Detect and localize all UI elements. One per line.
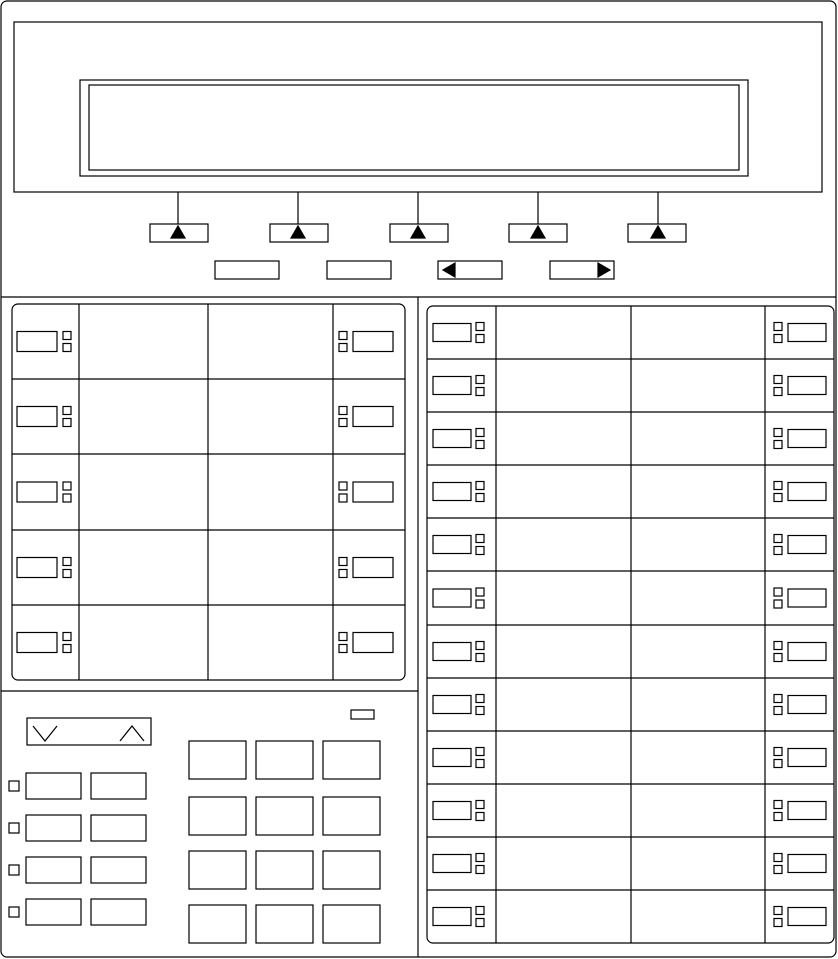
right-lamp [476,654,484,662]
feature-lamp [9,781,19,791]
right-lamp [476,335,484,343]
feature-key-left[interactable] [26,857,81,883]
right-line-key-right[interactable] [788,536,826,554]
right-lamp [476,600,484,608]
right-lamp [774,482,782,490]
right-lamp [774,748,782,756]
feature-lamp [9,907,19,917]
right-line-key-left[interactable] [433,324,471,342]
right-row [433,535,826,555]
feature-lamp [9,865,19,875]
left-lamp [339,407,347,415]
keypad-key[interactable] [323,797,380,835]
nav-keys [215,261,614,279]
right-lamp [476,907,484,915]
right-line-key-left[interactable] [433,696,471,714]
right-line-key-left[interactable] [433,749,471,767]
right-arrow-icon [598,263,610,277]
right-row [433,801,826,821]
left-line-key-left[interactable] [17,633,57,653]
right-row [433,907,826,927]
right-lamp [476,441,484,449]
right-row [433,695,826,715]
left-row [17,633,393,653]
right-line-key-left[interactable] [433,643,471,661]
chevron-up-icon [120,726,144,741]
left-line-key-right[interactable] [353,558,393,578]
nav-key-right[interactable] [550,261,614,279]
left-lamp [63,570,71,578]
right-lamp [476,642,484,650]
left-lamp [339,558,347,566]
right-lamp [774,600,782,608]
right-line-key-left[interactable] [433,855,471,873]
right-lamp [774,441,782,449]
right-lamp [476,482,484,490]
right-line-key-right[interactable] [788,377,826,395]
right-line-key-left[interactable] [433,377,471,395]
right-lamp [476,388,484,396]
left-row [17,558,393,578]
left-lamp [339,633,347,641]
softkey-4[interactable] [509,192,567,242]
right-lamp [774,335,782,343]
right-line-key-right[interactable] [788,908,826,926]
feature-key-right[interactable] [91,899,146,925]
up-triangle-icon [171,226,185,238]
right-lamp [774,654,782,662]
left-lamp [63,482,71,490]
right-lamp [476,429,484,437]
dial-keypad [189,741,380,943]
right-lamp [774,760,782,768]
left-row [17,332,393,352]
feature-key-left[interactable] [26,773,81,799]
right-lamp [774,866,782,874]
right-line-key-left[interactable] [433,430,471,448]
left-lamp [339,570,347,578]
right-lamp [774,854,782,862]
chevron-down-icon [33,726,57,741]
keypad-key[interactable] [256,851,313,889]
left-lamp [339,645,347,653]
feature-lamp [9,823,19,833]
display-bezel [80,80,748,176]
feature-key-left[interactable] [26,899,81,925]
volume-control[interactable] [27,718,151,745]
nav-key-2[interactable] [327,261,391,279]
right-line-key-right[interactable] [788,643,826,661]
right-lamp [774,801,782,809]
keypad-key[interactable] [189,905,246,943]
right-row [433,429,826,449]
right-lamp [476,813,484,821]
keypad-key[interactable] [256,797,313,835]
keypad-key[interactable] [189,741,246,779]
left-row [17,407,393,427]
nav-key-left[interactable] [438,261,502,279]
left-lamp [63,645,71,653]
left-lamp [63,558,71,566]
right-row [433,748,826,768]
left-line-key-left[interactable] [17,407,57,427]
right-lamp [476,535,484,543]
right-line-key-right[interactable] [788,855,826,873]
softkey-3[interactable] [390,192,448,242]
right-lamp [476,919,484,927]
right-line-key-right[interactable] [788,749,826,767]
right-lamp [476,376,484,384]
softkey-1[interactable] [150,192,208,242]
right-line-key-left[interactable] [433,589,471,607]
up-triangle-icon [291,226,305,238]
softkey-2[interactable] [270,192,328,242]
right-line-key-right[interactable] [788,589,826,607]
keypad-key[interactable] [256,905,313,943]
left-lamp [63,419,71,427]
left-line-key-right[interactable] [353,407,393,427]
right-lamp [774,494,782,502]
feature-key-right[interactable] [91,857,146,883]
right-line-key-right[interactable] [788,696,826,714]
right-line-key-left[interactable] [433,483,471,501]
right-lamp [476,695,484,703]
control-panel [9,710,380,943]
left-lamp [339,419,347,427]
left-arrow-icon [443,263,455,277]
right-button-grid [427,306,834,943]
right-lamp [774,388,782,396]
keypad-key[interactable] [189,851,246,889]
right-row [433,482,826,502]
right-row [433,642,826,662]
right-line-key-left[interactable] [433,802,471,820]
left-line-key-left[interactable] [17,558,57,578]
keypad-key[interactable] [323,741,380,779]
left-lamp [63,344,71,352]
left-line-key-right[interactable] [353,332,393,352]
left-lamp [63,332,71,340]
right-lamp [774,376,782,384]
right-lamp [476,494,484,502]
display-softkeys [150,192,686,242]
indicator-lamp [351,710,374,719]
left-row [17,482,393,502]
left-lamp [339,344,347,352]
left-lamp [339,494,347,502]
left-line-key-left[interactable] [17,482,57,502]
right-lamp [774,588,782,596]
feature-keys [9,773,146,925]
right-row [433,323,826,343]
display-screen [89,85,739,170]
right-line-key-right[interactable] [788,430,826,448]
right-row [433,854,826,874]
keypad-key[interactable] [323,905,380,943]
right-line-key-left[interactable] [433,908,471,926]
right-line-key-left[interactable] [433,536,471,554]
keypad-key[interactable] [323,851,380,889]
left-lamp [339,332,347,340]
left-lamp [63,494,71,502]
right-lamp [774,535,782,543]
left-lamp [63,633,71,641]
left-line-key-right[interactable] [353,633,393,653]
left-lamp [63,407,71,415]
right-lamp [774,429,782,437]
right-lamp [476,547,484,555]
right-lamp [476,588,484,596]
right-lamp [774,707,782,715]
right-lamp [774,642,782,650]
right-lamp [774,547,782,555]
nav-key-1[interactable] [215,261,279,279]
feature-key-right[interactable] [91,773,146,799]
right-row [433,588,826,608]
left-button-grid [12,304,405,680]
right-lamp [774,813,782,821]
display-housing [14,22,822,192]
up-triangle-icon [531,226,545,238]
feature-key-right[interactable] [91,815,146,841]
feature-key-left[interactable] [26,815,81,841]
keypad-key[interactable] [189,797,246,835]
up-triangle-icon [411,226,425,238]
right-line-key-right[interactable] [788,802,826,820]
right-lamp [476,748,484,756]
left-lamp [339,482,347,490]
right-lamp [476,323,484,331]
right-lamp [774,919,782,927]
right-lamp [476,801,484,809]
right-lamp [476,866,484,874]
right-row [433,376,826,396]
up-triangle-icon [651,226,665,238]
right-line-key-right[interactable] [788,324,826,342]
right-lamp [774,323,782,331]
keypad-key[interactable] [256,741,313,779]
left-line-key-right[interactable] [353,482,393,502]
right-lamp [476,854,484,862]
softkey-5[interactable] [628,192,686,242]
right-line-key-right[interactable] [788,483,826,501]
right-lamp [476,760,484,768]
right-lamp [476,707,484,715]
left-line-key-left[interactable] [17,332,57,352]
right-lamp [774,695,782,703]
right-lamp [774,907,782,915]
